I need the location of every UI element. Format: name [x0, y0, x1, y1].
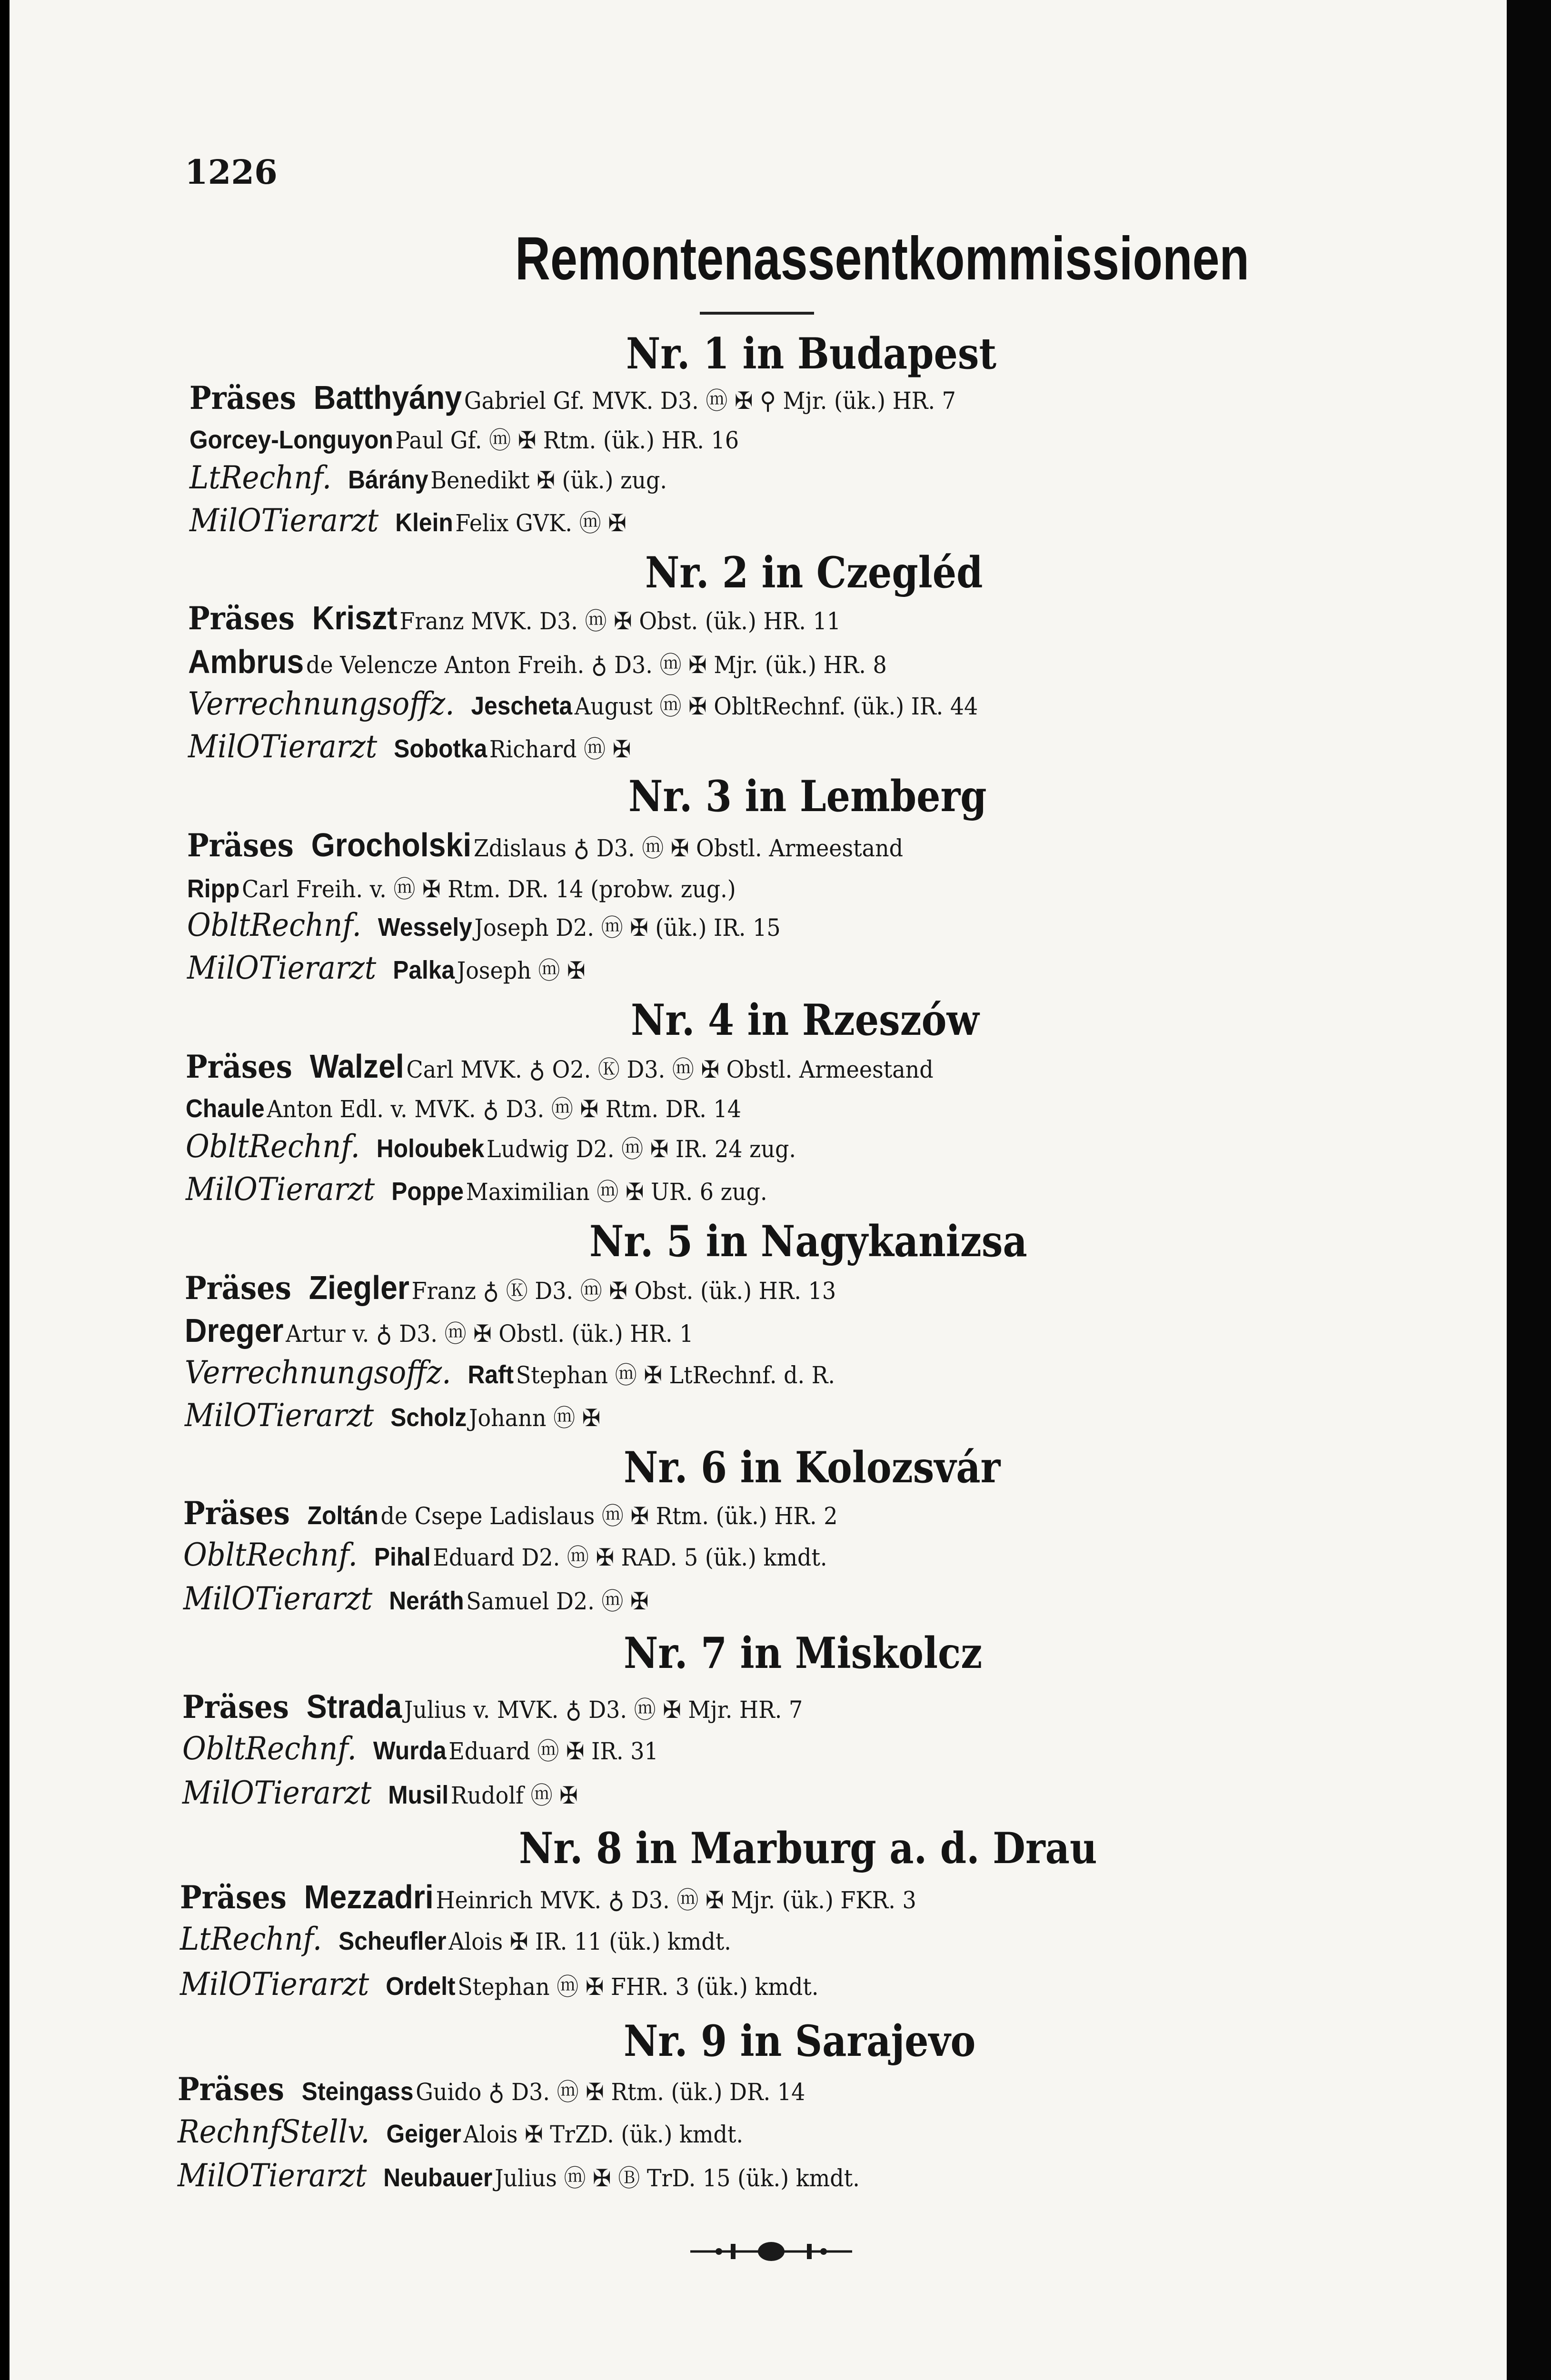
entry-surname: Scholz: [390, 1403, 467, 1432]
entry-details: Richard ⓜ ✠: [489, 735, 631, 763]
entry-surname: Wessely: [378, 913, 472, 942]
entry-details: Paul Gf. ⓜ ✠ Rtm. (ük.) HR. 16: [395, 426, 739, 454]
entry-details: Samuel D2. ⓜ ✠: [466, 1587, 649, 1615]
list-item: [180, 1878, 916, 1916]
section-heading: Nr. 8 in Marburg a. d. Drau: [519, 1823, 1097, 1874]
entry-details: Anton Edl. v. MVK. ♁ D3. ⓜ ✠ Rtm. DR. 14: [267, 1095, 741, 1123]
entry-details: Benedikt ✠ (ük.) zug.: [430, 466, 667, 494]
entry-details: Alois ✠ TrZD. (ük.) kmdt.: [463, 2121, 744, 2148]
entry-details: Carl Freih. v. ⓜ ✠ Rtm. DR. 14 (probw. zug.): [242, 875, 736, 903]
entry-role: Präses: [183, 1495, 290, 1532]
entry-details: Zdislaus ♁ D3. ⓜ ✠ Obstl. Armeestand: [473, 834, 904, 862]
entry-role: Präses: [186, 1048, 293, 1085]
entry-surname: Wurda: [373, 1736, 447, 1765]
entry-role: LtRechnf.: [189, 459, 332, 496]
entry-details: Julius v. MVK. ♁ D3. ⓜ ✠ Mjr. HR. 7: [404, 1696, 803, 1724]
entry-details: Guido ♁ D3. ⓜ ✠ Rtm. (ük.) DR. 14: [416, 2078, 805, 2106]
section-heading: Nr. 9 in Sarajevo: [624, 2016, 976, 2066]
list-item: [187, 870, 736, 904]
page-number: 1226: [185, 152, 278, 192]
entry-details: Franz ♁ Ⓚ D3. ⓜ ✠ Obst. (ük.) HR. 13: [411, 1277, 836, 1305]
entry-role: LtRechnf.: [180, 1921, 322, 1957]
list-item: [186, 1090, 741, 1124]
end-ornament-icon: [686, 2237, 857, 2266]
entry-surname: Palka: [393, 956, 455, 984]
entry-role: Präses: [188, 600, 295, 637]
entry-role: MilOTierarzt: [189, 502, 379, 539]
entry-details: Franz MVK. D3. ⓜ ✠ Obst. (ük.) HR. 11: [399, 607, 841, 635]
section-heading: Nr. 3 in Lemberg: [628, 771, 987, 822]
title-divider: [700, 312, 814, 315]
list-item: [187, 826, 903, 864]
entry-role: MilOTierarzt: [185, 1397, 374, 1434]
entry-details: de Csepe Ladislaus ⓜ ✠ Rtm. (ük.) HR. 2: [380, 1502, 838, 1530]
entry-surname: Klein: [395, 508, 453, 537]
entry-surname: Zoltán: [307, 1501, 378, 1530]
entry-surname: Holoubek: [376, 1134, 485, 1163]
entry-details: Carl MVK. ♁ O2. Ⓚ D3. ⓜ ✠ Obstl. Armeestand: [406, 1056, 934, 1083]
entry-surname: Grocholski: [311, 826, 472, 863]
entry-surname: Kriszt: [312, 599, 398, 636]
section-heading: Nr. 6 in Kolozsvár: [624, 1442, 1001, 1493]
list-item: [178, 2157, 860, 2194]
entry-surname: Strada: [306, 1688, 402, 1725]
entry-role: Präses: [187, 827, 294, 864]
entry-role: MilOTierarzt: [188, 728, 378, 765]
entry-details: Ludwig D2. ⓜ ✠ IR. 24 zug.: [486, 1135, 796, 1163]
entry-role: ObltRechnf.: [186, 1128, 360, 1165]
entry-role: MilOTierarzt: [180, 1966, 369, 2003]
entry-surname: Pihal: [374, 1543, 431, 1571]
entry-role: Präses: [189, 379, 297, 416]
entry-surname: Dreger: [185, 1312, 284, 1349]
list-item: [183, 1495, 838, 1532]
entry-details: Stephan ⓜ ✠ LtRechnf. d. R.: [516, 1361, 835, 1389]
list-item: [188, 599, 841, 637]
section-heading: Nr. 4 in Rzeszów: [631, 995, 979, 1045]
entry-surname: Ziegler: [308, 1269, 409, 1306]
entry-surname: Sobotka: [394, 734, 487, 763]
entry-surname: Steingass: [301, 2077, 414, 2106]
entry-details: Felix GVK. ⓜ ✠: [455, 509, 626, 537]
section-heading: Nr. 5 in Nagykanizsa: [589, 1216, 1027, 1267]
section-heading: Nr. 1 in Budapest: [626, 328, 997, 379]
entry-role: ObltRechnf.: [182, 1730, 357, 1767]
list-item: [180, 1921, 731, 1957]
list-item: [182, 1775, 578, 1811]
entry-role: MilOTierarzt: [186, 1171, 375, 1208]
entry-role: MilOTierarzt: [187, 950, 377, 986]
entry-surname: Poppe: [391, 1177, 464, 1206]
entry-surname: Neubauer: [383, 2163, 493, 2192]
entry-role: MilOTierarzt: [182, 1775, 372, 1811]
entry-details: Joseph ⓜ ✠: [457, 957, 586, 984]
list-item: [186, 1047, 934, 1085]
entry-details: August ⓜ ✠ ObltRechnf. (ük.) IR. 44: [574, 693, 978, 720]
entry-details: de Velencze Anton Freih. ♁ D3. ⓜ ✠ Mjr. (ük.) HR. 8: [306, 651, 887, 679]
entry-role: Verrechnungsoffz.: [188, 685, 455, 722]
entry-role: Präses: [182, 1688, 289, 1726]
list-item: [189, 421, 739, 456]
entry-details: Johann ⓜ ✠: [469, 1404, 601, 1432]
entry-details: Joseph D2. ⓜ ✠ (ük.) IR. 15: [474, 914, 781, 942]
list-item: [188, 728, 631, 765]
list-item: [188, 685, 978, 722]
entry-role: Präses: [185, 1269, 292, 1307]
list-item: [185, 1311, 694, 1349]
list-item: [187, 907, 781, 943]
entry-surname: Ordelt: [386, 1972, 456, 2001]
scan-border: [1507, 0, 1551, 2380]
list-item: [185, 1269, 836, 1307]
list-item: [178, 2113, 743, 2150]
list-item: [186, 1171, 767, 1208]
page-title: Remontenassentkommissionen: [515, 225, 1250, 293]
entry-role: RechnfStellv.: [178, 2113, 370, 2150]
entry-surname: Batthyány: [313, 379, 462, 416]
entry-surname: Raft: [467, 1360, 514, 1389]
entry-surname: Jescheta: [471, 692, 573, 720]
list-item: [188, 643, 887, 681]
list-item: [185, 1397, 600, 1434]
entry-surname: Mezzadri: [304, 1878, 434, 1915]
entry-surname: Ripp: [187, 874, 240, 903]
entry-details: Stephan ⓜ ✠ FHR. 3 (ük.) kmdt.: [457, 1973, 819, 2001]
entry-role: Präses: [180, 1879, 287, 1916]
entry-surname: Scheufler: [338, 1927, 447, 1955]
entry-role: Präses: [178, 2071, 285, 2108]
entry-surname: Walzel: [309, 1048, 404, 1085]
list-item: [186, 1128, 796, 1165]
list-item: [183, 1537, 827, 1573]
entry-role: MilOTierarzt: [183, 1580, 373, 1617]
entry-role: ObltRechnf.: [187, 907, 361, 943]
entry-details: Artur v. ♁ D3. ⓜ ✠ Obstl. (ük.) HR. 1: [286, 1320, 694, 1348]
entry-details: Maximilian ⓜ ✠ UR. 6 zug.: [466, 1178, 767, 1206]
list-item: [185, 1354, 835, 1391]
entry-surname: Bárány: [348, 466, 428, 494]
entry-surname: Chaule: [186, 1094, 265, 1123]
entry-role: MilOTierarzt: [178, 2157, 367, 2194]
entry-role: ObltRechnf.: [183, 1537, 358, 1573]
list-item: [183, 1580, 649, 1617]
entry-details: Eduard ⓜ ✠ IR. 31: [448, 1737, 658, 1765]
list-item: [182, 1730, 658, 1767]
entry-surname: Musil: [388, 1781, 449, 1809]
entry-role: Verrechnungsoffz.: [185, 1354, 451, 1391]
entry-details: Eduard D2. ⓜ ✠ RAD. 5 (ük.) kmdt.: [433, 1544, 827, 1571]
entry-surname: Ambrus: [188, 643, 304, 680]
list-item: [189, 502, 626, 539]
entry-surname: Geiger: [386, 2120, 461, 2148]
entry-details: Rudolf ⓜ ✠: [450, 1782, 578, 1809]
list-item: [187, 950, 586, 986]
list-item: [182, 1687, 803, 1726]
list-item: [178, 2071, 805, 2108]
entry-details: Alois ✠ IR. 11 (ük.) kmdt.: [448, 1928, 731, 1955]
list-item: [189, 459, 667, 496]
entry-surname: Gorcey-Longuyon: [189, 426, 393, 454]
section-heading: Nr. 2 in Czegléd: [645, 547, 983, 598]
entry-details: Gabriel Gf. MVK. D3. ⓜ ✠ ⚲ Mjr. (ük.) HR. 7: [464, 387, 956, 415]
entry-surname: Neráth: [389, 1587, 464, 1615]
entry-details: Julius ⓜ ✠ Ⓑ TrD. 15 (ük.) kmdt.: [495, 2164, 860, 2192]
section-heading: Nr. 7 in Miskolcz: [624, 1628, 983, 1678]
entry-details: Heinrich MVK. ♁ D3. ⓜ ✠ Mjr. (ük.) FKR. 3: [436, 1886, 916, 1914]
list-item: [180, 1966, 818, 2003]
list-item: [189, 378, 956, 416]
